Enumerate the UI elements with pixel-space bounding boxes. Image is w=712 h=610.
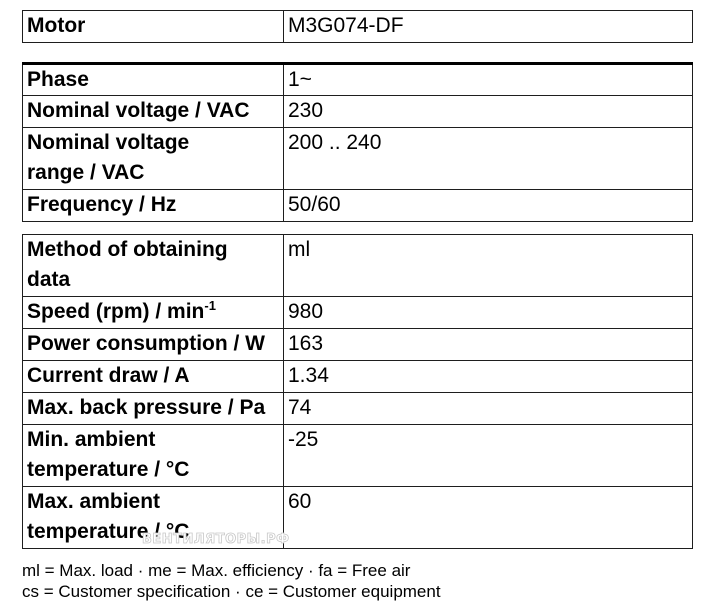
motor-label: Motor bbox=[23, 11, 284, 43]
table-row bbox=[23, 393, 693, 425]
speed-label-text: Speed (rpm) / min bbox=[27, 300, 205, 323]
motor-value: M3G074-DF bbox=[284, 11, 693, 43]
footnotes bbox=[22, 560, 441, 602]
speed-label bbox=[23, 297, 284, 329]
voltage-range-value: 200 .. 240 bbox=[284, 128, 693, 190]
phase-label: Phase bbox=[23, 64, 284, 96]
max-ambient-label-line2: temperature / °C bbox=[27, 520, 190, 543]
min-ambient-label-line2: temperature / °C bbox=[27, 458, 190, 481]
phase-value: 1~ bbox=[284, 64, 693, 96]
table-row bbox=[23, 128, 693, 190]
electrical-table bbox=[22, 62, 693, 222]
back-pressure-label: Max. back pressure / Pa bbox=[23, 393, 284, 425]
table-row bbox=[23, 425, 693, 487]
nominal-voltage-value: 230 bbox=[284, 96, 693, 128]
voltage-range-label-line1: Nominal voltage bbox=[27, 131, 190, 154]
frequency-label: Frequency / Hz bbox=[23, 190, 284, 222]
table-row bbox=[23, 235, 693, 297]
table-row bbox=[23, 329, 693, 361]
min-ambient-label bbox=[23, 425, 284, 487]
max-ambient-label-line1: Max. ambient bbox=[27, 490, 161, 513]
power-consumption-label: Power consumption / W bbox=[23, 329, 284, 361]
table-row bbox=[23, 487, 693, 549]
min-ambient-value: -25 bbox=[284, 425, 693, 487]
footnote-line-1: ml = Max. load · me = Max. efficiency · fa = Free air bbox=[22, 561, 411, 580]
frequency-value: 50/60 bbox=[284, 190, 693, 222]
min-ambient-label-line1: Min. ambient bbox=[27, 428, 156, 451]
watermark-text: ВЕНТИЛЯТОРЫ.РФ bbox=[142, 532, 290, 547]
method-label bbox=[23, 235, 284, 297]
power-consumption-value: 163 bbox=[284, 329, 693, 361]
current-draw-value: 1.34 bbox=[284, 361, 693, 393]
table-row bbox=[23, 64, 693, 96]
max-ambient-label bbox=[23, 487, 284, 549]
voltage-range-label-line2: range / VAC bbox=[27, 161, 145, 184]
method-label-line1: Method of obtaining bbox=[27, 238, 228, 261]
table-row bbox=[23, 96, 693, 128]
speed-label-superscript: -1 bbox=[204, 298, 216, 313]
performance-table bbox=[22, 234, 693, 549]
method-label-line2: data bbox=[27, 268, 71, 291]
table-row bbox=[23, 190, 693, 222]
table-row bbox=[23, 11, 693, 43]
motor-table bbox=[22, 10, 693, 43]
back-pressure-value: 74 bbox=[284, 393, 693, 425]
method-value: ml bbox=[284, 235, 693, 297]
current-draw-label: Current draw / A bbox=[23, 361, 284, 393]
nominal-voltage-label: Nominal voltage / VAC bbox=[23, 96, 284, 128]
footnote-line-2: cs = Customer specification · ce = Customer equipment bbox=[22, 582, 441, 601]
table-row bbox=[23, 361, 693, 393]
speed-value: 980 bbox=[284, 297, 693, 329]
table-row bbox=[23, 297, 693, 329]
max-ambient-value: 60 bbox=[284, 487, 693, 549]
voltage-range-label bbox=[23, 128, 284, 190]
